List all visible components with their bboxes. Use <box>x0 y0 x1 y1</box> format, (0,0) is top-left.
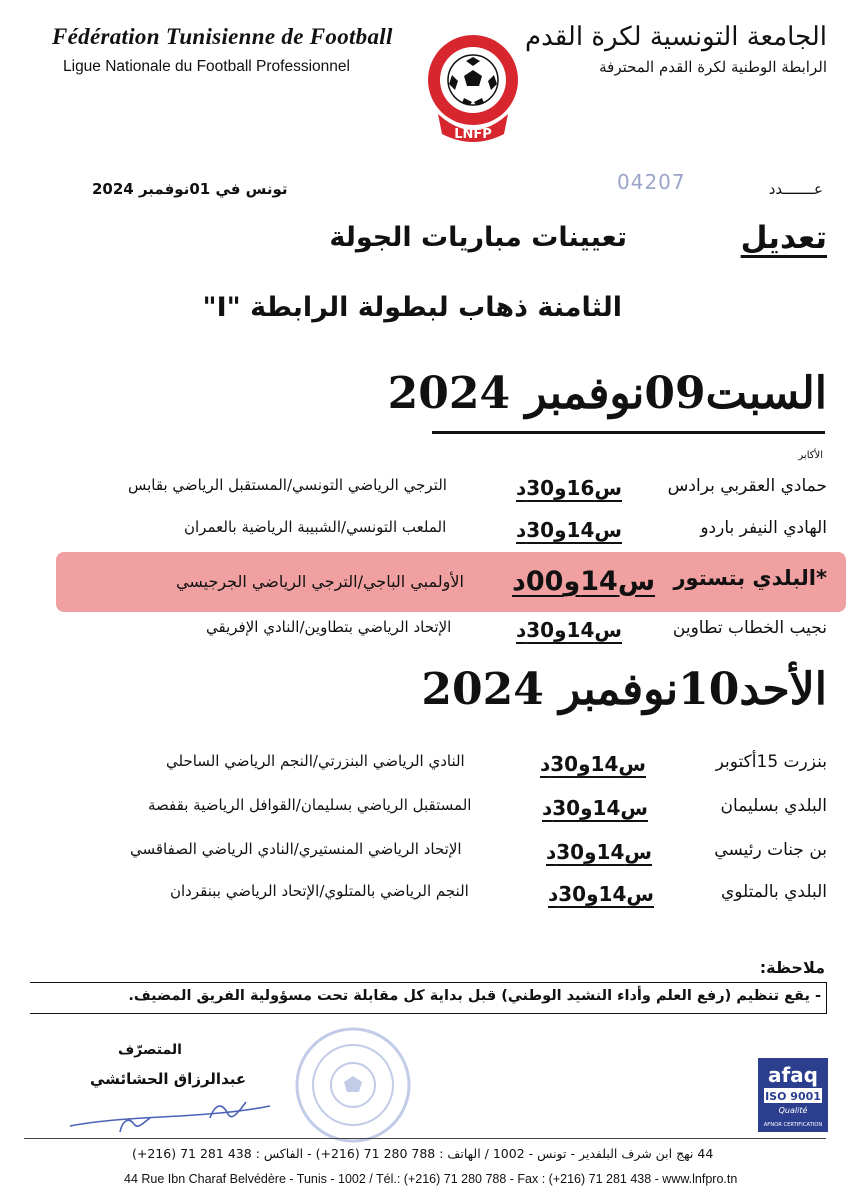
official-stamp <box>292 1022 414 1148</box>
match-row <box>40 752 827 782</box>
afaq-qualite: Qualité <box>778 1106 808 1115</box>
footer-address-ar: 44 نهج ابن شرف البلفدير - تونس - 1002 / الهاتف : 788 280 71 (216+) - الفاكس : 438 281 71 (216+) <box>132 1146 714 1161</box>
match-teams: الإتحاد الرياضي بتطاوين/النادي الإفريقي <box>206 618 452 636</box>
match-teams: النجم الرياضي بالمتلوي/الإتحاد الرياضي ببنقردان <box>170 882 469 900</box>
day-heading-saturday: السبت09نوفمبر 2024 <box>387 368 827 419</box>
match-row <box>40 518 827 548</box>
match-time: س14و00د <box>512 566 656 597</box>
document-title-line2: الثامنة ذهاب لبطولة الرابطة "I" <box>202 292 622 323</box>
footer-divider <box>24 1138 826 1139</box>
match-time: س14و30د <box>542 796 648 820</box>
logo-text: LNFP <box>454 127 492 142</box>
note-label: ملاحظة: <box>759 958 825 977</box>
reference-stamp-number: 04207 <box>617 170 686 194</box>
modification-label: تعديل <box>740 220 827 256</box>
match-time: س14و30د <box>540 752 646 776</box>
match-teams: الملعب التونسي/الشبيبة الرياضية بالعمران <box>184 518 447 536</box>
footer-address-fr: 44 Rue Ibn Charaf Belvédère - Tunis - 1002 / Tél.: (+216) 71 280 788 - Fax : (+216) 71 281 438 - www.lnfpro.tn <box>124 1172 738 1186</box>
match-teams: الترجي الرياضي التونسي/المستقبل الرياضي بقابس <box>128 476 447 494</box>
match-venue: الهادي النيفر باردو <box>700 518 827 538</box>
category-label: الأكابر <box>798 450 823 461</box>
federation-name-ar: الجامعة التونسية لكرة القدم <box>525 22 827 52</box>
match-row <box>40 796 827 826</box>
match-teams: المستقبل الرياضي بسليمان/القوافل الرياضية بقفصة <box>148 796 472 814</box>
match-venue: بنزرت 15أكتوبر <box>715 752 827 772</box>
league-name-fr: Ligue Nationale du Football Professionnel <box>63 58 350 75</box>
match-row <box>40 476 827 506</box>
afaq-iso-certification-logo <box>758 1058 828 1132</box>
match-row <box>40 618 827 648</box>
lnfp-logo <box>424 28 522 146</box>
match-time: س14و30د <box>546 840 652 864</box>
match-time: س14و30د <box>516 618 622 642</box>
afaq-cert: AFNOR CERTIFICATION <box>763 1122 823 1128</box>
day-heading-sunday: الأحد10نوفمبر 2024 <box>421 664 827 715</box>
match-venue: *البلدي بتستور <box>673 566 827 590</box>
match-venue: حمادي العقربي برادس <box>667 476 827 496</box>
handwritten-signature <box>60 1092 300 1136</box>
issue-date: تونس في 01نوفمبر 2024 <box>92 180 288 198</box>
document-title-line1: تعيينات مباريات الجولة <box>329 222 627 253</box>
match-time: س16و30د <box>516 476 622 500</box>
match-time: س14و30د <box>516 518 622 542</box>
match-venue: بن جنات رئيسي <box>714 840 827 860</box>
signatory-title: المتصرّف <box>118 1042 182 1058</box>
league-name-ar: الرابطة الوطنية لكرة القدم المحترفة <box>599 58 827 76</box>
match-row <box>40 882 827 912</box>
match-venue: نجيب الخطاب تطاوين <box>672 618 827 638</box>
match-row-highlighted <box>40 566 827 596</box>
match-teams: الأولمبي الباجي/الترجي الرياضي الجرجيسي <box>176 572 464 591</box>
match-teams: النادي الرياضي البنزرتي/النجم الرياضي الساحلي <box>166 752 465 770</box>
signatory-name: عبدالرزاق الحشائشي <box>90 1070 247 1088</box>
match-venue: البلدي بالمتلوي <box>720 882 827 902</box>
logo-year: 1994 <box>465 116 481 123</box>
match-row <box>40 840 827 870</box>
match-time: س14و30د <box>548 882 654 906</box>
match-teams: الإتحاد الرياضي المنستيري/النادي الرياضي الصفاقسي <box>130 840 462 858</box>
afaq-standard: ISO 9001 <box>765 1090 821 1103</box>
reference-number-label: عـــــــدد <box>768 180 823 198</box>
day-heading-underline <box>432 431 825 434</box>
note-text: - يقع تنظيم (رفع العلم وأداء النشيد الوطني) قبل بداية كل مقابلة تحت مسؤولية الفريق المضيف. <box>128 988 821 1004</box>
match-venue: البلدي بسليمان <box>720 796 827 816</box>
afaq-brand: afaq <box>767 1063 819 1087</box>
federation-name-fr: Fédération Tunisienne de Football <box>52 24 393 49</box>
